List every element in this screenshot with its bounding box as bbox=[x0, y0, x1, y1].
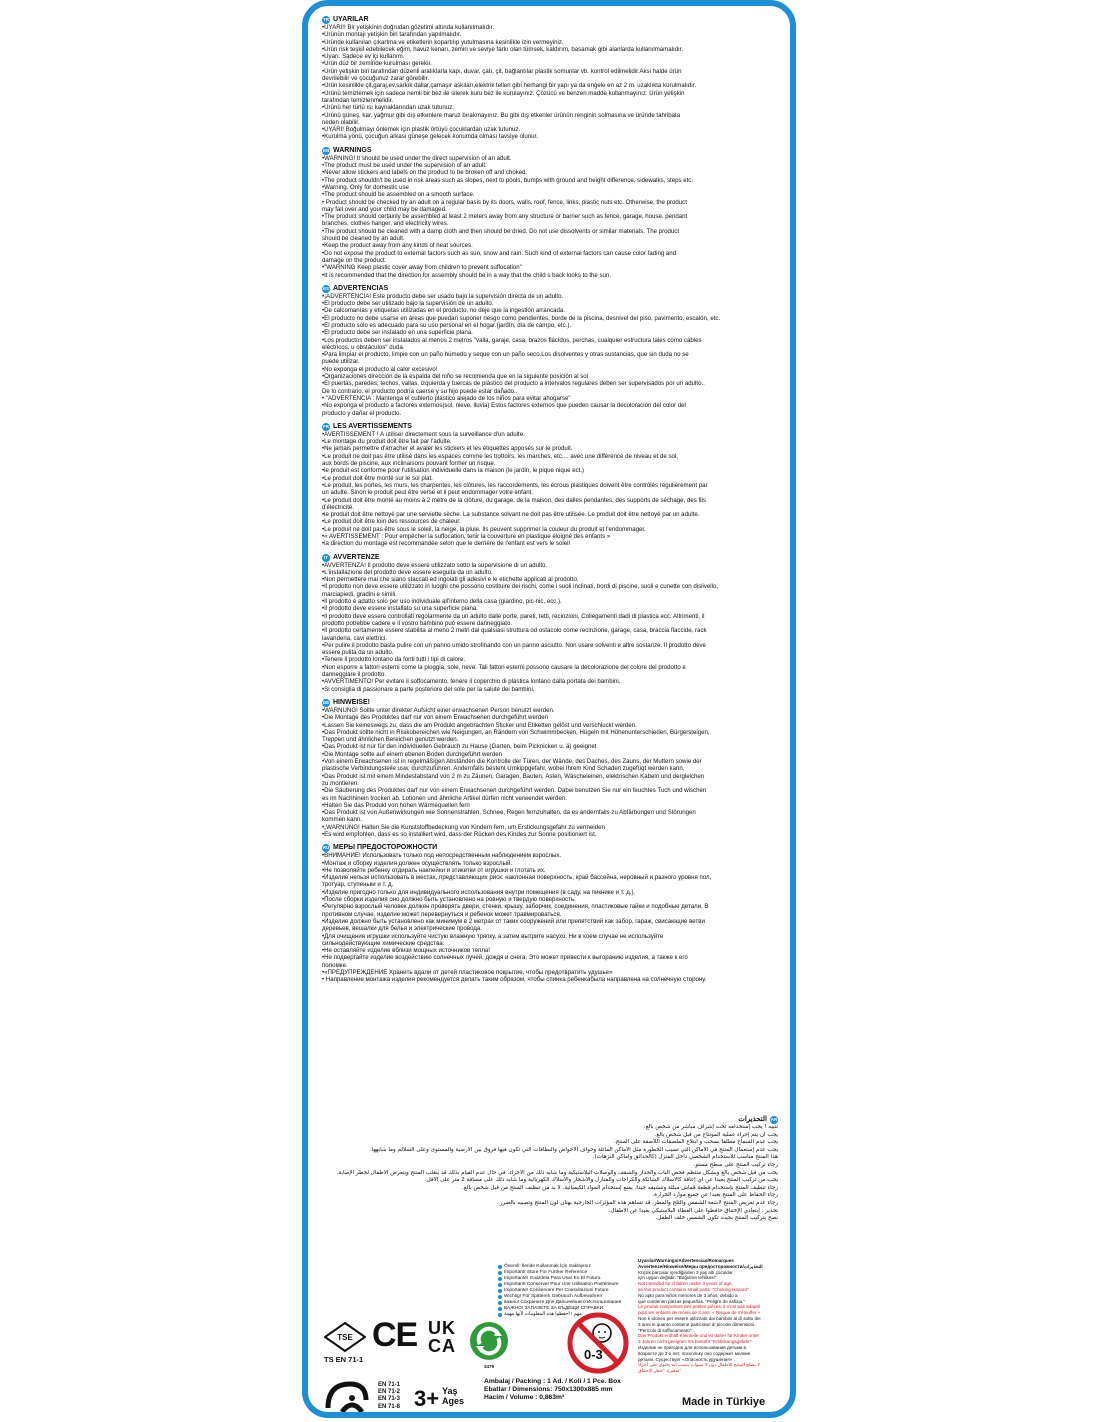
warning-line: •The product must be used under the supervision of an adult. bbox=[322, 162, 487, 170]
warning-line: •« AVERTISSEMENT : Pour empêcher la suffocation, tenir la couverture en plastique éloigné des enfants » bbox=[322, 533, 611, 540]
keep-info-line: Wichtig! Für Späteren Gebrauch Aufbewahren bbox=[498, 1294, 648, 1300]
keep-info-line: Önemli: İleride Kullanmak İçin Saklayınız bbox=[498, 1264, 648, 1270]
standard-item: EN 71-8 bbox=[378, 1403, 401, 1410]
section-header bbox=[322, 16, 778, 24]
warning-line: •Si consiglia di passionare a parte posteriore del sole per la salute dei bambini. bbox=[322, 685, 535, 693]
warning-section-en bbox=[322, 147, 778, 279]
warning-line: •El producto debe ser utilizado bajo la supervisión de un adulto. bbox=[322, 300, 494, 308]
no-under-3-icon bbox=[566, 1311, 630, 1375]
warning-line: •Le produit ne doit pas être utilisé dans les espaces comme les trottoirs, les marches, etc.... avec une différence de niveau et de sol, bbox=[322, 452, 678, 460]
warning-line: •Il prodotto certamente essere stabilita al meno 2 metri dal qualsiasi struttura od ostacolo come recinzione, garage, casa, braccia flaccide, rack bbox=[322, 627, 707, 635]
warning-line: •Das Produkt ist nur für den individuellen Gebrauch zu Hause (Garten, beim Picknicken u. ä) geeignet bbox=[322, 743, 597, 751]
warning-line: •Регулярно взрослый человек должен проверять двери, стенки, крышу, заборчик, соединения, пластиковые гайки и подобные детали. В bbox=[322, 903, 709, 911]
warning-line: •Es wird empfohlen, dass es so installiert wird, dass der Rücken des Kindes zur Sonne positioniert ist. bbox=[322, 830, 597, 838]
bullet-icon bbox=[498, 1313, 502, 1317]
keep-info-line: Importante! Conservare Per Consultazioni Future bbox=[498, 1288, 648, 1294]
warning-line: essere pulita da un adulto. bbox=[322, 649, 394, 657]
warning-line: should be cleaned by an adult. bbox=[322, 235, 405, 243]
warning-line: •Для очищения игрушки используйте чистую влажную тряпку, а затем вытрите насухо. Ни в коем случае не используйте bbox=[322, 932, 664, 940]
language-badge: RU bbox=[322, 845, 330, 851]
warning-line: •UYARI! Boğulmayı önlemek için plastik örtüyü çocuklardan uzak tutunuz. bbox=[322, 126, 521, 134]
warning-line: •Lassen Sie keineswegs zu, dass die am Produkt angebrachten Sticker und Etiketten gelöst und verschluckt werden. bbox=[322, 721, 637, 729]
warning-line: •Le produit doit être monté sur le sol plat. bbox=[322, 474, 433, 482]
section-header bbox=[322, 554, 778, 562]
age-warning-line: 3 anni in quanto contiene particolari di piccole dimensioni. bbox=[638, 1321, 756, 1327]
made-in: Made in Türkiye bbox=[682, 1396, 766, 1408]
section-header bbox=[322, 423, 778, 431]
warning-line: may fall over and your child may be damaged. bbox=[322, 205, 447, 213]
warning-line: damage on the product. bbox=[322, 256, 387, 264]
warning-line: •Üründe kullanılan çıkartma ve etiketlerin kopartılıp yutulmasına kesinlikle izin vermeyiniz. bbox=[322, 38, 564, 46]
warning-line: •Keep the product away from any kinds of heat sources. bbox=[322, 242, 473, 250]
arabic-line: رجاء عدم تعريض المنتج لأشعة الشمس والثلج والمطر. قد تساهم هذه المؤثرات الخارجية بهتان لون المنتج وتصبيه بالضرر. bbox=[498, 1199, 778, 1206]
arabic-line: رجاء الحفاظ على المنتج بعيدا عن جميع موارد الحرارة. bbox=[652, 1192, 778, 1199]
age-warning-line: детали. Существует «Опасность удушения» bbox=[638, 1356, 733, 1362]
age-warning-line: No apto para niños menores de 3 años; debido a bbox=[638, 1292, 738, 1298]
age-warning-line: Non è idoneo per essere utilizzato dai bambini al di sotto dei bbox=[638, 1315, 761, 1321]
warning-line: •Не оставляйте изделие вблизи мощных источников тепла! bbox=[322, 947, 490, 955]
warning-line: • Направление монтажа изделия рекомендуется делать таким образом, чтобы спинка ребенкабыла направлена на солнечную сторону. bbox=[322, 976, 707, 984]
arabic-line: يجب من تركيب المنتج بعيدا عن أي إعاقة كالأسلاك الشائكة والكراجات والمنازل والأشجار والأسلاك الكهربائية وما شابه ذلك على مسافة 2 متر على الأقل. bbox=[424, 1177, 778, 1184]
warning-line: De lo contrario, el producto podría caerse y su hijo puede estar dañado.. bbox=[322, 387, 518, 395]
warning-line: •Do not expose the product to external factors such as sun, snow and rain. Such kind of external factors can cause color fading and bbox=[322, 249, 677, 257]
warning-line: •L'installazione del prodotto deve essere eseguita da un adulto. bbox=[322, 568, 493, 576]
bullet-icon bbox=[498, 1271, 502, 1275]
age-warning-line: لا يصلح المنتج للأطفال دون 3 سنوات بسبب أنه يحتوي على أجزاء bbox=[638, 1362, 760, 1368]
age-warning-line: que contienen piezas pequeñas. "Peligro de asfixia." bbox=[638, 1298, 745, 1304]
warning-line: neden olabilir. bbox=[322, 118, 360, 126]
warning-line: •la direction du montage est recommandée selon que le derrière de l'enfant est vers le soleil bbox=[322, 540, 570, 548]
warning-line: •The product should certainly be assembled at least 2 meters away from any structure or barrier such as fence, garage, house, pendant bbox=[322, 213, 688, 221]
warning-line: •Ürün risk teşkil edebilecek eğim, havuz kenarı, zemin ve seviye farkı olan tümsek, kaldırım, basamak gibi alanlarda kullanılmamalıdır. bbox=[322, 45, 684, 53]
warning-line: •Ürünü her türlü ısı kaynaklarından uzak tutunuz. bbox=[322, 104, 454, 112]
section-header bbox=[322, 147, 778, 155]
arabic-section bbox=[322, 1116, 778, 1223]
no-under-3-label: 0-3 bbox=[584, 1347, 603, 1362]
age-warning bbox=[638, 1258, 768, 1374]
bullet-icon bbox=[498, 1289, 502, 1293]
warning-line: •Il prodotto non deve essere utilizzato in luoghi che possono costituire dei rischi, come i suoli inclinati, bordi di piscine, suoli e cunette con dislivello, bbox=[322, 583, 719, 591]
standard-item: EN 71-2 bbox=[378, 1389, 401, 1396]
warning-line: tarafından temizlenmelidir. bbox=[322, 96, 394, 104]
warning-line: •le produit doit être nettoyé par une serviette sèche. La substance solvant ne doit pas être utilisée. Le produit doit être nettoyé par un adulte. bbox=[322, 511, 700, 519]
warning-line: marciapiedi, gradini e simili. bbox=[322, 590, 397, 598]
volume-line: Hacim / Volume : 0,863m³ bbox=[484, 1394, 565, 1401]
age-warning-line: Not intended for children under 3 years of age, bbox=[638, 1281, 733, 1287]
warning-line: •Ürünün montajı yetişkin biri tarafından yapılmalıdır. bbox=[322, 31, 462, 39]
age-warning-line: возрасте до 3-х лет, поскольку оно содержит мелкие bbox=[638, 1350, 751, 1356]
warning-section-tr bbox=[322, 16, 778, 141]
warning-line: •Le produit doit être loin des ressources de chaleur. bbox=[322, 518, 461, 526]
language-badge: EN bbox=[322, 147, 330, 153]
warning-line: •Das Produkt ist mit einem Mindestabstand von 2 m zu Zäunen, Garagen, Bauten, Ästen, Wäscheleinen, elektrischen Kabeln und dergleichen bbox=[322, 772, 705, 780]
label-frame bbox=[302, 0, 796, 1418]
keep-info-line: مهم ! احفظوا هذه المعلومات لأنها مهمة. bbox=[498, 1312, 648, 1318]
warning-line: противном случае, изделие может перевернуться и ребенок может травмироваться. bbox=[322, 910, 562, 918]
warning-line: •Ne jamais permettre d'arracher et avaler les stickers et les étiquettes apposés sur le produit. bbox=[322, 445, 573, 453]
warning-line: •Per pulire il prodotto basta pulire con un panno umido strofinando con un panno asciutto. Non usare solventi e altre sostanze. Il prodotto deve bbox=[322, 641, 706, 649]
warning-line: •UYARI!! Bir yetişkinin doğrudan gözetimi altında kullanılmalıdır. bbox=[322, 24, 495, 31]
arabic-line: رجاء تركيب المنتج على سطح مستو. bbox=[693, 1161, 778, 1168]
warning-line: •WARNUNG! Sollte unter direkter Aufsicht einer erwachsenen Person benutzt werden. bbox=[322, 706, 555, 714]
warning-line: •Le produit ne doit pas être sous le soleil, la neige, la pluie. Ils peuvent supprimer la couleur du produit et l'endommager. bbox=[322, 525, 646, 533]
warning-line: •Монтаж и сборку изделия должен осуществлять только взрослый. bbox=[322, 859, 513, 867]
section-title: UYARILAR bbox=[333, 16, 369, 23]
warning-line: kommen kann. bbox=[322, 816, 362, 824]
warning-line: •Ürünü güneş, kar, yağmur gibi dış etkenlere maruz bırakmayınız. Bu gibi dış etkenler ürünün renginin solmasına ve üründe tahribata bbox=[322, 111, 681, 119]
child-age-icon bbox=[322, 1378, 372, 1418]
recycle-icon bbox=[468, 1320, 510, 1362]
arabic-line: تحذير : إبتعادي الإختناق حافظوا على الغطاء البلاستيكي بعيداً عن الأطفال. bbox=[608, 1207, 778, 1214]
warning-line: •Изделие должно быть установлено как минимум в 2 метрах от таких сооружений или препятствий как забор, гараж, свисающие ветви bbox=[322, 917, 705, 925]
age-warning-line: 3 Jahren nicht geeignet. Es besteht "Erstickungsgefahr". bbox=[638, 1339, 753, 1345]
age-warning-line: pour les enfants de moins de 3 ans. « Risque de s'étouffer » bbox=[638, 1310, 761, 1316]
arabic-line: يجب عدم السماح مطلقا بسحب و ابتلاع الملصقات اللاصقة على المنتج. bbox=[613, 1139, 778, 1146]
age-warning-line: as this product contains small parts. "Choking Hazard" bbox=[638, 1286, 749, 1292]
warning-line: prodotto potrebbe cadere e il vostro bambino può essere danneggiato. bbox=[322, 619, 513, 627]
warnings-content bbox=[322, 16, 778, 990]
warning-section-ru bbox=[322, 844, 778, 983]
warning-line: •После сборки изделия оно должно быть установлено на ровную и твердую поверхность. bbox=[322, 896, 576, 904]
warning-line: •Non permettere mai che siano staccati ed ingoiati gli adesivi e le etichette applicati al prodotto. bbox=[322, 576, 579, 584]
warning-line: •Para limpiar el producto, limpie con un paño húmedo y seque con un paño seco.Los disolventes y otras sustancias, que sin duda no se bbox=[322, 351, 689, 359]
warning-line: •Das Produkt sollte nicht in Risikobereichen wie Neigungen, an Rändern von Schwimmbecken, Hügeln mit Höhenunterschieden, Bürgersteigen, bbox=[322, 728, 710, 736]
section-title: AVVERTENZE bbox=[333, 553, 380, 561]
warning-section-fr bbox=[322, 423, 778, 548]
warning-line: •Die Säuberung des Produktes darf nur von einem Erwachsenen durchgeführt werden. Dabei benutzen Sie nur ein feuchtes Tuch und wischen bbox=[322, 787, 707, 795]
dimensions-line: Ebatlar / Dimensions: 750x1300x885 mm bbox=[484, 1386, 613, 1393]
warning-line: •¡ADVERTENCIA! Este producto debe ser usado bajo la supervisión directa de un adulto. bbox=[322, 292, 564, 300]
age-warning-line: için uygun değildir. "Boğulma tehlikesi" bbox=[638, 1275, 717, 1281]
standard-item: EN 71-1 bbox=[378, 1382, 401, 1388]
warning-line: es im Nachhinein trocken ab. Lotionen und ähnliche Artikel dürfen nicht verwendet werden. bbox=[322, 794, 567, 802]
warning-line: aux bords de piscine, aux inclinaisons pouvant former un risque. bbox=[322, 460, 496, 468]
warning-line: •El producto sólo es adecuado para su uso personal en el hogar.(jardín, día de campo, etc.). bbox=[322, 321, 572, 329]
age-labels: Yaş Ages bbox=[442, 1386, 465, 1406]
bullet-icon bbox=[498, 1307, 502, 1311]
warning-line: •Le montage du produit doit être fait par l'adulte. bbox=[322, 438, 452, 446]
warning-line: •The product shouldn't be used in risk areas such as slopes, next to pools, bumps with ground and height difference, sidewalks, steps etc. bbox=[322, 176, 694, 184]
warning-line: danneggiare il prodotto. bbox=[322, 671, 387, 679]
warning-line: •Ürünü temizlemek için sadece nemli bir bez ile silerek kuru bez ile kurulayınız. Çözücü ve benzeri madde kullanmayınız. Ürün yetişkin bbox=[322, 89, 685, 97]
warning-line: поломке. bbox=[322, 961, 348, 969]
warning-line: •It is recommended that the direction for assembly should be in a way that the child s back looks to the sun. bbox=[322, 271, 612, 279]
section-title: ADVERTENCIAS bbox=[333, 284, 389, 292]
section-header bbox=[322, 699, 778, 707]
warning-line: •Warning. Only for domestic use bbox=[322, 183, 409, 191]
warning-line: •The product should be cleaned with a damp cloth and then should be dried. Do not use dissolvents or similar materials. The product bbox=[322, 227, 680, 235]
warning-line: •Le produit doit être monté au moins à 2 mètre de la clôture, du garage, de la maison, des dalles pendantes, des supports de séchage, des fils bbox=[322, 496, 706, 504]
ukca-mark-icon: UK CA bbox=[428, 1318, 456, 1356]
bullet-icon bbox=[498, 1295, 502, 1299]
warning-line: puede utilizar. bbox=[322, 358, 360, 366]
warning-line: •Il prodotto deve essere controllati regolarmente da un adulto dalle porte, pareti, tetti, recinzioni, Collegamenti dadi di plastica ecc. Altrimenti, il bbox=[322, 612, 705, 620]
warning-line: •Das Produkt ist von Außenwirkungen wie Sonnenstrahlen, Schnee, Regen fernzuhalten, da es andernfalls zu Abfärbungen und Störungen bbox=[322, 809, 696, 817]
warning-line: •Изделие нельзя использовать в местах, представляющих риск: наклонная поверхность, край бассейна, неровный и разного уровня пол, bbox=[322, 874, 712, 882]
warning-line: •Von einem Erwachsenen ist in regelmäßigen Abständen die Kontrolle der Türen, der Wände, des Daches, des Zauns, der Muttern sowie der bbox=[322, 758, 702, 766]
section-title: HINWEISE! bbox=[333, 698, 370, 706]
bullet-icon bbox=[498, 1277, 502, 1281]
age-warning-line: "Pericolo di soffocamento" bbox=[638, 1327, 692, 1333]
warning-line: •AVVERTENZA! Il prodotto deve essere utilizzato sotto la supervisione di un adulto. bbox=[322, 561, 548, 569]
arabic-line: يجب من قبل شخص بالغ وبشكل منتظم فحص الباب والجدار والسقف والوصلات البلاستيكية وما شابه ذلك من الأجزاء. في حال عدم القيام بذلك قد ينقلب المنتج ويتعرض الأطفال لخطر الإصابة. bbox=[336, 1169, 778, 1176]
warning-line: •No exponga el producto a factores externos(sol, nieve, lluvia) Estos factores externos que pueden causar la decoloración del color del bbox=[322, 402, 686, 410]
warning-line: •AVVERTIMENTO! Per evitare il soffocamento, tenere il coperchio di plastica lontano dalla portata dei bambini. bbox=[322, 678, 621, 686]
section-title: МЕРЫ ПРЕДОСТОРОЖНОСТИ bbox=[333, 844, 438, 852]
standard-item: EN 71-3 bbox=[378, 1396, 401, 1403]
section-title: WARNINGS bbox=[333, 146, 372, 154]
age-warning-line: Das Produkt enthält Kleinteile und ist daher für Kinder unter bbox=[638, 1333, 760, 1339]
warning-line: деревьев, вешалки для белья и электрические провода. bbox=[322, 925, 482, 933]
age-warning-header-2: Avvertenze/Hinweise/Меры предосторожности/التحذيرات bbox=[638, 1263, 763, 1269]
tse-code: TS EN 71-1 bbox=[324, 1355, 364, 1364]
warning-line: •Не позволяйте ребенку отдирать наклейки и этикетки от игрушки и глотать их. bbox=[322, 866, 546, 874]
age-warning-line: صغيرة. "خطر الإختناق" bbox=[638, 1368, 682, 1374]
warning-line: •Изделие пригодно только для индивидуального использования внутри помещения (в саду, на пикнике и т. д.). bbox=[322, 888, 636, 896]
warning-line: •Il prodotto è adatto solo per uso individuale all'interno della casa (giardino, pic-nic, ecc.). bbox=[322, 598, 562, 606]
age-warning-line: Küçük parçalar içerdiğinden 3 yaş altı çocuklar bbox=[638, 1269, 733, 1275]
keep-info-line: ВАЖНО! ЗАПАЗЕТЕ ЗА БЪДЕЩИ СПРАВКИ. bbox=[498, 1306, 648, 1312]
warning-section-es bbox=[322, 285, 778, 417]
warning-section-de bbox=[322, 699, 778, 838]
packing-line: Ambalaj / Packing : 1 Ad. / Koli / 1 Pce. Box bbox=[484, 1378, 621, 1385]
warning-line: plastische Verbindungsteile usw. durchzuführen. Andernfalls besteht Umkippgefahr, wobei Ihrem Kind Schaden zugefügt werden kann. bbox=[322, 765, 685, 773]
warning-line: eléctricos, u obstáculos" duda. bbox=[322, 343, 405, 351]
bullet-icon bbox=[498, 1265, 502, 1269]
packing-info bbox=[484, 1378, 644, 1402]
warning-line: •Il prodotto deve essere installato su una superficie piana. bbox=[322, 605, 478, 613]
arabic-title: التحذيرات bbox=[738, 1116, 767, 1123]
warning-line: lavanderia, cavi elettrici. bbox=[322, 634, 388, 642]
warning-line: •El puertas, paredes, techos, vallas, izquierda y tuercas de plástico del producto a intervalos regulares deben ser supervisados por un adulto.. bbox=[322, 380, 705, 388]
keep-info-line: Importante! Guárdela Para Usar En El Futuro. bbox=[498, 1276, 648, 1282]
warning-line: сильнодействующие химические средства. bbox=[322, 939, 445, 947]
warning-line: •De calcomanías y etiquetas utilizadas en el producto, no deje que la ingestión arrancada. bbox=[322, 307, 565, 315]
arabic-line: نصح بتركيب المنتج بحيث تكون الشمس خلف الطفل. bbox=[655, 1215, 778, 1222]
ar-badge: AR bbox=[770, 1117, 778, 1122]
warning-line: •Los productos deben ser instalados al menos 2 metros "valla, garaje, casa, brazos flácidos, perchas, cualquier estructura tales como cables bbox=[322, 336, 702, 344]
arabic-line: يجب أن يتم إجراء عملية المونتاج من قبل شخص بالغ. bbox=[654, 1131, 778, 1138]
warning-line: •Ürün kesinlikle çit,garaj,ev,sarkık dallar,çamaşır askıları,elektrik telleri gibi herhangi bir yapı ya da engele en az 2 m. uzaklıkta kurulmalıdır. bbox=[322, 82, 697, 90]
keep-info-line: Important! Conserver Pour Une Utilisation Postérieure bbox=[498, 1282, 648, 1288]
language-badge: FR bbox=[323, 423, 329, 429]
warning-line: •Die Montage des Produktes darf nur von einem Erwachsenen durchgeführt werden bbox=[322, 714, 549, 722]
warning-line: •«ПРЕДУПРЕЖДЕНИЕ Хранить вдали от детей пластиковое покрытие, чтобы предотвратить удушье» bbox=[322, 969, 613, 977]
age-number: 3+ bbox=[414, 1386, 440, 1411]
tse-logo-icon bbox=[324, 1322, 366, 1352]
warning-line: •Не подвергайте изделие воздействию солнечных лучей, дождя и снега. Это может привести к выгоранию изделия, а также к его bbox=[322, 954, 688, 962]
warning-line: •Tenere il prodotto lontano da fonti tutti i tipi di calore. bbox=[322, 656, 466, 664]
warning-line: d'électricité. bbox=[322, 503, 354, 511]
arabic-header bbox=[322, 1116, 778, 1124]
warning-line: •le produit est conforme pour l'utilisation individuelle dans la maison (le jardin, le pique nique ect.) bbox=[322, 467, 585, 475]
warning-line: •Le produit, les portes, les murs, les charpentes, les clôtures, les raccordements, les écrous plastiques doivent être contrôlés régulièrement par bbox=[322, 481, 708, 489]
language-badge: TR bbox=[323, 17, 329, 22]
age-warning-line: Le produit comportant des petites pièces, il n'est pas adapté bbox=[638, 1304, 761, 1310]
section-title: LES AVERTISSEMENTS bbox=[333, 422, 412, 430]
warning-line: Treppen und ähnlichen Bereichen genutzt werden. bbox=[322, 736, 459, 744]
recycle-number: 3479 bbox=[484, 1364, 495, 1369]
age-warning-line: Изделие не пригодно для использования детьми в bbox=[638, 1344, 746, 1350]
warning-line: •The product should be assembled on a smooth surface. bbox=[322, 191, 475, 199]
keep-info-line: Important! Store For Further Reference bbox=[498, 1270, 648, 1276]
language-badge: IT bbox=[324, 554, 328, 560]
warning-line: •"WARNING Keep plastic cover away from children to prevent suffocation" bbox=[322, 264, 522, 272]
standards-list bbox=[378, 1382, 400, 1411]
section-header bbox=[322, 844, 778, 852]
bullet-icon bbox=[498, 1301, 502, 1305]
arabic-line: يجب عدم إستعمال المنتج في الأماكن التي تسبب الخطورة مثل الأماكن المائلة وحواف الأحواض والنطاقات التي تكون فيها فروق بين الأرضية والمستوى وعلى السلالم وما شابهها. bbox=[369, 1146, 778, 1153]
warning-line: •Never allow stickers and labels on the product to be broken off and choked. bbox=[322, 169, 528, 177]
warning-section-it bbox=[322, 554, 778, 693]
language-badge: DE bbox=[322, 699, 330, 705]
warning-line: •El producto debe ser instalado en una superficie plana. bbox=[322, 329, 473, 337]
keep-info-line: важно! Сохраните Для Дальнейшего Использования bbox=[498, 1300, 648, 1306]
warning-line: •Non esporre a fattori esterni come la pioggia, sole, neve. Tali fattori esterni possono causare la decolorazione del colore del prodotto e bbox=[322, 663, 686, 671]
ce-mark-icon: CE bbox=[372, 1316, 418, 1354]
warning-line: •Organizaciones dirección de la espalda del niño se recomienda que en la siguiente posición al sol bbox=[322, 373, 589, 381]
warning-line: •Halten Sie das Produkt von hohen Wärmequellen fern bbox=[322, 801, 470, 809]
warning-line: тротуар, ступеньки и т. д. bbox=[322, 881, 394, 889]
bullet-icon bbox=[498, 1283, 502, 1287]
warning-line: •Die Montage sollte auf einem ebenen Boden durchgeführt werden bbox=[322, 750, 502, 758]
arabic-line: تنبيه ! يجب إستخدامه تحت إشراف مباشر من شخص بالغ. bbox=[643, 1124, 778, 1130]
warning-line: •„WARNUNG! Halten Sie die Kunststoffbedeckung von Kindern fern, um Erstickungsgefahr zu vermeiden bbox=[322, 823, 605, 831]
keep-info bbox=[498, 1264, 648, 1318]
warning-line: un adulte. Sinon le produit peut être versé et il peut endommager votre enfant. bbox=[322, 489, 534, 497]
warning-line: •WARNING! It should be used under the direct supervision of an adult. bbox=[322, 154, 512, 162]
warning-line: • Product should be checked by an adult on a regular basis by its doors, walls, roof, fence, links, plastic nuts etc. Otherwise, the product bbox=[322, 198, 687, 206]
svg-text:TSE: TSE bbox=[337, 1333, 353, 1342]
warning-line: • "ADVERTENCIA : Mantenga el cubierto plástico alejado de los niños para evitar ahogarse" bbox=[322, 394, 571, 402]
warning-line: •No exponga el producto al calor excesivo! bbox=[322, 365, 438, 373]
warning-line: •Uyarı. Sadece ev içi kullanım. bbox=[322, 53, 405, 61]
warning-line: •Ürün yetişkin biri tarafından düzenli aralıklarla kapı, duvar, çatı, çit, bağlantılar plastik somunlar vb. kontrol edilmelidir.Aksi halde ürün bbox=[322, 67, 682, 75]
warning-line: •ВНИМАНИЕ! Использовать только под непосредственным наблюдением взрослых. bbox=[322, 852, 562, 860]
language-badge: ES bbox=[322, 285, 329, 291]
warning-line: •El producto no debe usarse en áreas que puedan suponer riesgo como pendientes, borde de la piscina, desnivel del piso, pavimento, escalón, etc. bbox=[322, 314, 721, 322]
warning-line: •Ürün düz bir zeminde kurulması gerekir. bbox=[322, 60, 432, 68]
warning-line: devrilebilir ve çocuğunuz zarar görebilir. bbox=[322, 75, 430, 83]
warning-line: zu montieren. bbox=[322, 779, 359, 787]
arabic-line: هذا المنتج مناسب للاستخدام الشخصي داخل المنزل (كالحدائق وأماكن النزهات). bbox=[592, 1154, 778, 1161]
warning-line: producto y dañar el producto. bbox=[322, 409, 402, 417]
age-warning-header: Uyarılar/Warnings/Advertencias/Romarques bbox=[638, 1258, 734, 1263]
arabic-lines bbox=[322, 1124, 778, 1223]
section-header bbox=[322, 285, 778, 293]
warning-line: •AVERTISSEMENT ! À utiliser directement sous la surveillance d'un adulte. bbox=[322, 430, 525, 438]
arabic-line: رجاء تنظيف المنتج بإستخدام قطعة قماش مبللة وتنشيفه جيدا. يمنع إستخدام المواد الكيميائية. لا بد من تنظيف المنتج من قبل شخص بالغ. bbox=[462, 1184, 778, 1191]
warning-line: •Kurulma yönü, çocuğun arkası güneşe gelecek konumda olması tavsiye olunur. bbox=[322, 133, 538, 141]
warning-line: branches, clothes hanger, and electricity wires. bbox=[322, 220, 449, 228]
